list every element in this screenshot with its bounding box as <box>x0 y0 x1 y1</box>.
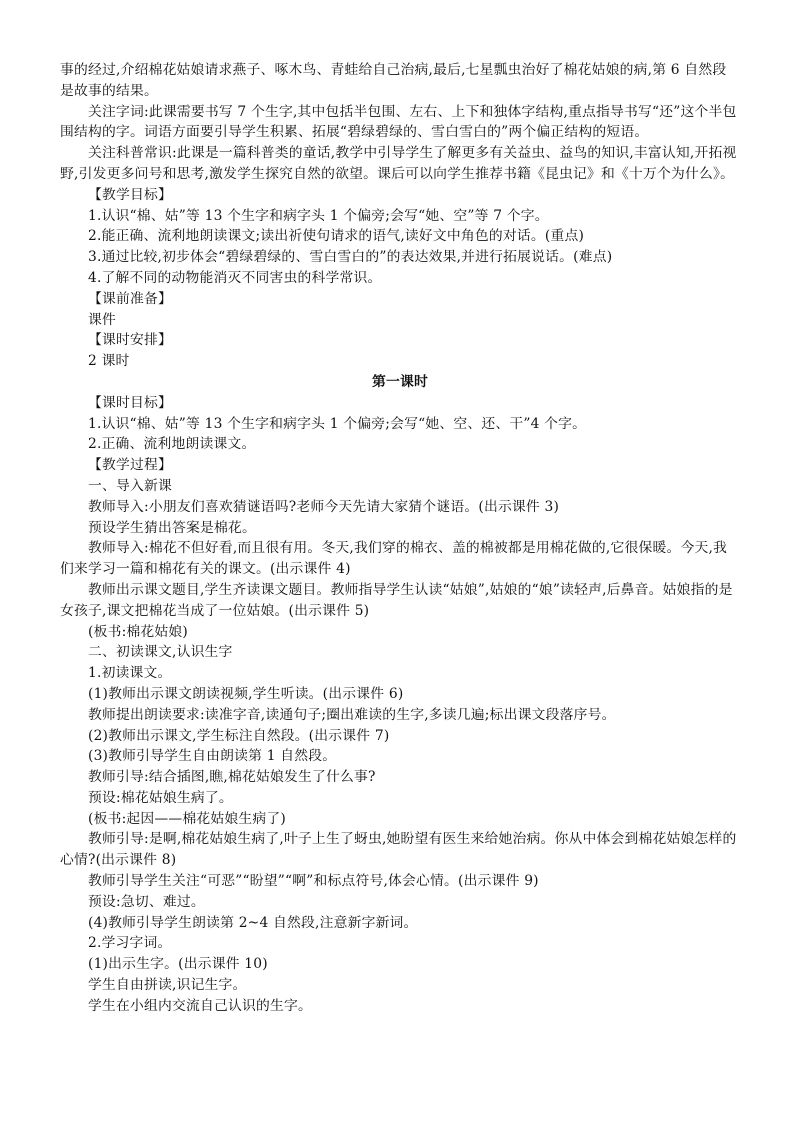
paragraph-focus-vocabulary: 关注字词:此课需要书写 7 个生字,其中包括半包围、左右、上下和独体字结构,重点指导书写“还”这个半包围结构的字。词语方面要引导学生积累、拓展“碧绿碧绿的、雪白雪白的”两个偏正结构的短语。 <box>60 103 737 141</box>
board-note-cause: (板书:起因——棉花姑娘生病了) <box>88 810 286 827</box>
paragraph-reading-3: (3)教师引导学生自由朗读第 1 自然段。 <box>88 748 337 765</box>
paragraph-intro-riddle: 教师导入:小朋友们喜欢猜谜语吗?老师今天先请大家猜个谜语。(出示课件 3) <box>88 498 560 515</box>
lesson-goal-item-2: 2.正确、流利地朗读课文。 <box>88 436 256 453</box>
substep-first-reading: 1.初读课文。 <box>88 665 172 682</box>
substep-vocabulary: 2.学习字词。 <box>88 935 172 952</box>
paragraph-reading-1: (1)教师出示课文朗读视频,学生听读。(出示课件 6) <box>88 685 404 702</box>
goal-item-1: 1.认识“棉、姑”等 13 个生字和病字头 1 个偏旁;会写“她、空”等 7 个字。 <box>88 207 549 224</box>
board-note-title: (板书:棉花姑娘) <box>88 623 188 640</box>
goal-item-2: 2.能正确、流利地朗读课文;读出祈使句请求的语气,读好文中角色的对话。(重点) <box>88 228 585 245</box>
document-page <box>60 60 740 1017</box>
lesson-goal-item-1: 1.认识“棉、姑”等 13 个生字和病字头 1 个偏旁;会写“她、空、还、干”4 个字。 <box>88 415 587 432</box>
paragraph-reading-requirements: 教师提出朗读要求:读准字音,读通句子;圈出难读的生字,多读几遍;标出课文段落序号。 <box>88 706 616 723</box>
schedule-value: 2 课时 <box>88 353 130 370</box>
goal-item-3: 3.通过比较,初步体会“碧绿碧绿的、雪白雪白的”的表达效果,并进行拓展说话。(难点) <box>88 249 613 266</box>
paragraph-preset-sick: 预设:棉花姑娘生病了。 <box>88 789 233 806</box>
section-label-schedule: 【课时安排】 <box>88 332 172 349</box>
paragraph-self-reading: 学生自由拼读,识记生字。 <box>88 977 247 994</box>
paragraph-guide-feeling: 教师引导:是啊,棉花姑娘生病了,叶子上生了蚜虫,她盼望有医生来给她治病。你从中体会到棉花姑娘怎样的心情?(出示课件 8) <box>60 831 737 869</box>
goal-item-4: 4.了解不同的动物能消灭不同害虫的科学常识。 <box>88 269 382 286</box>
paragraph-preset-feeling: 预设:急切、难过。 <box>88 893 205 910</box>
preparation-value: 课件 <box>88 311 116 328</box>
step-heading-first-reading: 二、初读课文,认识生字 <box>88 644 233 661</box>
paragraph-intro-answer: 预设学生猜出答案是棉花。 <box>88 519 256 536</box>
paragraph-guide-illustration: 教师引导:结合插图,瞧,棉花姑娘发生了什么事? <box>88 769 376 786</box>
paragraph-reading-2: (2)教师出示课文,学生标注自然段。(出示课件 7) <box>88 727 390 744</box>
section-label-process: 【教学过程】 <box>88 457 172 474</box>
lesson-heading: 第一课时 <box>372 373 428 390</box>
paragraph-guide-keywords: 教师引导学生关注“可恶”“盼望”“啊”和标点符号,体会心情。(出示课件 9) <box>88 873 539 890</box>
section-label-teaching-goals: 【教学目标】 <box>88 186 172 203</box>
step-heading-intro: 一、导入新课 <box>88 477 172 494</box>
paragraph-reading-4: (4)教师引导学生朗读第 2~4 自然段,注意新字新词。 <box>88 914 418 931</box>
section-label-preparation: 【课前准备】 <box>88 290 172 307</box>
paragraph-group-exchange: 学生在小组内交流自己认识的生字。 <box>88 997 312 1014</box>
paragraph-story-outline: 事的经过,介绍棉花姑娘请求燕子、啄木鸟、青蛙给自己治病,最后,七星瓢虫治好了棉花姑娘的病,第 6 自然段是故事的结果。 <box>60 62 727 99</box>
paragraph-intro-cotton: 教师导入:棉花不但好看,而且很有用。冬天,我们穿的棉衣、盖的棉被都是用棉花做的,它很保暖。今天,我们来学习一篇和棉花有关的课文。(出示课件 4) <box>60 540 728 578</box>
paragraph-focus-science: 关注科普常识:此课是一篇科普类的童话,教学中引导学生了解更多有关益虫、益鸟的知识,丰富认知,开拓视野,引发更多问号和思考,激发学生探究自然的欲望。课后可以向学生推荐书籍《昆虫记》和《十万个为什么》。 <box>60 145 737 182</box>
paragraph-intro-title: 教师出示课文题目,学生齐读课文题目。教师指导学生认读“姑娘”,姑娘的“娘”读轻声,后鼻音。姑娘指的是女孩子,课文把棉花当成了一位姑娘。(出示课件 5) <box>60 581 733 619</box>
section-label-lesson-goals: 【课时目标】 <box>88 394 172 411</box>
paragraph-show-characters: (1)出示生字。(出示课件 10) <box>88 956 268 973</box>
